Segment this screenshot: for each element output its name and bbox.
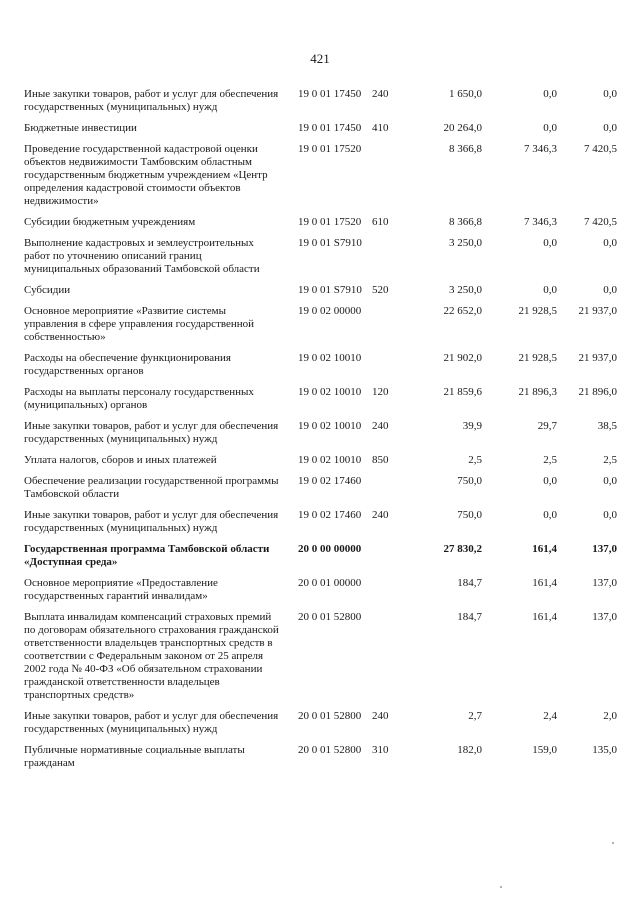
target-code: 19 0 01 17450 (298, 88, 362, 100)
amount-year-3: 0,0 (603, 122, 617, 134)
row-name: Бюджетные инвестиции (24, 122, 137, 134)
amount-year-3: 0,0 (603, 284, 617, 296)
expense-type-code: 610 (372, 216, 389, 228)
table-row (22, 237, 618, 276)
table-row (22, 122, 618, 135)
table-row (22, 611, 618, 702)
row-name: Выплата инвалидам компенсаций страховых премий по договорам обязательного страхования гражданской ответственности владельцев транспортных средств в соответствии с Федеральным законом от 25 апреля 2002 года № 40-ФЗ «Об обязательном страховании гражданской ответственности владельцев транспортных средств» (24, 611, 279, 701)
amount-year-2: 0,0 (543, 475, 557, 487)
amount-year-2: 21 928,5 (518, 305, 557, 317)
expense-type-code: 520 (372, 284, 389, 296)
row-name: Расходы на обеспечение функционирования государственных органов (24, 352, 231, 377)
amount-year-1: 750,0 (457, 509, 482, 521)
target-code: 19 0 02 17460 (298, 475, 362, 487)
amount-year-3: 137,0 (592, 543, 617, 555)
amount-year-1: 22 652,0 (443, 305, 482, 317)
amount-year-1: 3 250,0 (449, 284, 482, 296)
target-code: 19 0 02 10010 (298, 386, 362, 398)
amount-year-2: 7 346,3 (524, 143, 557, 155)
amount-year-3: 7 420,5 (584, 216, 617, 228)
amount-year-2: 21 896,3 (518, 386, 557, 398)
amount-year-3: 135,0 (592, 744, 617, 756)
amount-year-3: 21 896,0 (578, 386, 617, 398)
scan-speck (612, 842, 614, 844)
row-name: Публичные нормативные социальные выплаты гражданам (24, 744, 245, 769)
amount-year-2: 21 928,5 (518, 352, 557, 364)
amount-year-1: 1 650,0 (449, 88, 482, 100)
target-code: 20 0 01 52800 (298, 710, 362, 722)
table-row (22, 420, 618, 446)
row-name: Иные закупки товаров, работ и услуг для обеспечения государственных (муниципальных) нужд (24, 710, 279, 735)
amount-year-1: 184,7 (457, 611, 482, 623)
target-code: 19 0 02 10010 (298, 454, 362, 466)
amount-year-1: 21 902,0 (443, 352, 482, 364)
table-row (22, 577, 618, 603)
amount-year-2: 0,0 (543, 122, 557, 134)
amount-year-3: 21 937,0 (578, 305, 617, 317)
amount-year-2: 0,0 (543, 284, 557, 296)
expense-type-code: 240 (372, 710, 389, 722)
amount-year-2: 159,0 (532, 744, 557, 756)
target-code: 19 0 02 10010 (298, 420, 362, 432)
amount-year-2: 0,0 (543, 237, 557, 249)
expense-type-code: 240 (372, 420, 389, 432)
amount-year-2: 7 346,3 (524, 216, 557, 228)
amount-year-2: 0,0 (543, 509, 557, 521)
amount-year-3: 0,0 (603, 237, 617, 249)
table-row (22, 475, 618, 501)
table-row (22, 509, 618, 535)
scan-speck (500, 886, 502, 888)
table-row (22, 284, 618, 297)
row-name: Субсидии (24, 284, 71, 296)
target-code: 19 0 02 00000 (298, 305, 362, 317)
row-name: Расходы на выплаты персоналу государственных (муниципальных) органов (24, 386, 254, 411)
target-code: 19 0 01 17450 (298, 122, 362, 134)
row-name: Уплата налогов, сборов и иных платежей (24, 454, 217, 466)
amount-year-1: 2,7 (468, 710, 482, 722)
amount-year-1: 750,0 (457, 475, 482, 487)
expense-type-code: 850 (372, 454, 389, 466)
target-code: 19 0 01 17520 (298, 216, 362, 228)
amount-year-2: 29,7 (537, 420, 557, 432)
amount-year-1: 3 250,0 (449, 237, 482, 249)
table-row (22, 352, 618, 378)
amount-year-3: 0,0 (603, 509, 617, 521)
amount-year-1: 27 830,2 (443, 543, 482, 555)
amount-year-1: 184,7 (457, 577, 482, 589)
amount-year-3: 38,5 (597, 420, 617, 432)
target-code: 19 0 01 S7910 (298, 284, 362, 296)
target-code: 19 0 02 17460 (298, 509, 362, 521)
table-row (22, 143, 618, 208)
table-row (22, 744, 618, 770)
table-row (22, 88, 618, 114)
amount-year-1: 8 366,8 (449, 216, 482, 228)
row-name: Выполнение кадастровых и землеустроительных работ по уточнению описаний границ муниципальных образований Тамбовской области (24, 237, 260, 275)
target-code: 20 0 01 52800 (298, 744, 362, 756)
table-row (22, 454, 618, 467)
target-code: 20 0 01 52800 (298, 611, 362, 623)
row-name: Основное мероприятие «Развитие системы управления в сфере управления государственной собственностью» (24, 305, 255, 343)
row-name: Иные закупки товаров, работ и услуг для обеспечения государственных (муниципальных) нужд (24, 509, 279, 534)
expense-type-code: 310 (372, 744, 389, 756)
target-code: 20 0 01 00000 (298, 577, 362, 589)
amount-year-3: 137,0 (592, 611, 617, 623)
amount-year-3: 2,0 (603, 710, 617, 722)
expense-type-code: 120 (372, 386, 389, 398)
row-name: Государственная программа Тамбовской области «Доступная среда» (24, 543, 270, 568)
row-name: Проведение государственной кадастровой оценки объектов недвижимости Тамбовским областным государственным бюджетным учреждением «Центр определения кадастровой стоимости объектов недвижимости» (24, 143, 268, 207)
expense-type-code: 240 (372, 88, 389, 100)
amount-year-3: 7 420,5 (584, 143, 617, 155)
row-name: Иные закупки товаров, работ и услуг для обеспечения государственных (муниципальных) нужд (24, 420, 279, 445)
amount-year-2: 2,4 (543, 710, 557, 722)
target-code: 19 0 01 17520 (298, 143, 362, 155)
table-row (22, 710, 618, 736)
amount-year-1: 21 859,6 (443, 386, 482, 398)
expense-type-code: 410 (372, 122, 389, 134)
row-name: Основное мероприятие «Предоставление государственных гарантий инвалидам» (24, 577, 218, 602)
expense-type-code: 240 (372, 509, 389, 521)
row-name: Иные закупки товаров, работ и услуг для обеспечения государственных (муниципальных) нужд (24, 88, 279, 113)
table-row (22, 386, 618, 412)
amount-year-3: 0,0 (603, 475, 617, 487)
amount-year-2: 2,5 (543, 454, 557, 466)
amount-year-2: 161,4 (532, 577, 557, 589)
amount-year-1: 39,9 (462, 420, 482, 432)
amount-year-3: 137,0 (592, 577, 617, 589)
amount-year-1: 2,5 (468, 454, 482, 466)
amount-year-3: 21 937,0 (578, 352, 617, 364)
amount-year-1: 20 264,0 (443, 122, 482, 134)
row-name: Субсидии бюджетным учреждениям (24, 216, 196, 228)
amount-year-3: 0,0 (603, 88, 617, 100)
target-code: 19 0 01 S7910 (298, 237, 362, 249)
target-code: 19 0 02 10010 (298, 352, 362, 364)
target-code: 20 0 00 00000 (298, 543, 362, 555)
page-number: 421 (310, 51, 330, 66)
table-row (22, 305, 618, 344)
amount-year-2: 161,4 (532, 543, 557, 555)
table-row (22, 216, 618, 229)
amount-year-2: 161,4 (532, 611, 557, 623)
amount-year-2: 0,0 (543, 88, 557, 100)
amount-year-1: 182,0 (457, 744, 482, 756)
table-row (22, 543, 618, 569)
budget-table (22, 88, 618, 778)
amount-year-1: 8 366,8 (449, 143, 482, 155)
amount-year-3: 2,5 (603, 454, 617, 466)
row-name: Обеспечение реализации государственной программы Тамбовской области (24, 475, 279, 500)
